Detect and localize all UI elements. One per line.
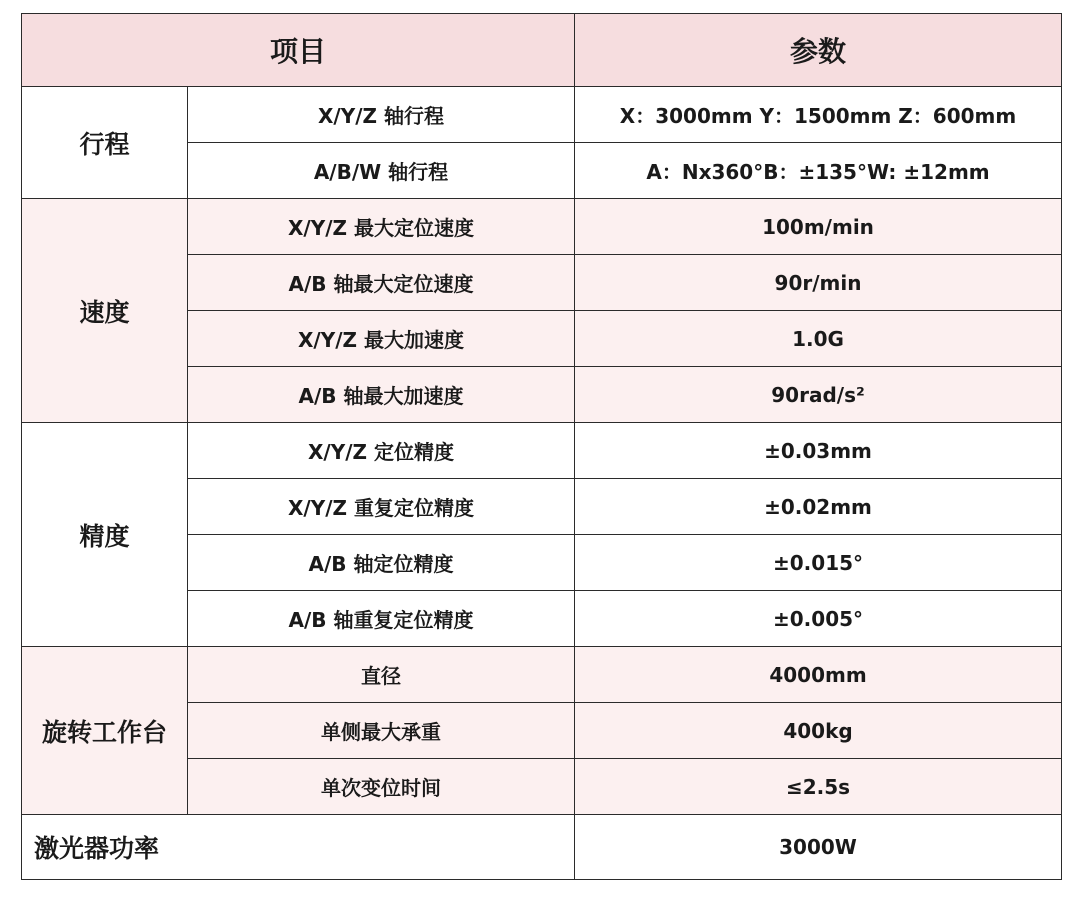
group-label-rotary: 旋转工作台 <box>22 647 188 815</box>
header-row <box>22 14 1062 87</box>
row-value: 90r/min <box>575 255 1062 311</box>
laser-power-label: 激光器功率 <box>22 815 575 880</box>
row-value: 90rad/s² <box>575 367 1062 423</box>
table-row <box>22 87 1062 143</box>
row-value: ±0.03mm <box>575 423 1062 479</box>
row-value: ≤2.5s <box>575 759 1062 815</box>
row-item: X/Y/Z 轴行程 <box>188 87 575 143</box>
row-item: A/B 轴最大加速度 <box>188 367 575 423</box>
row-value: ±0.02mm <box>575 479 1062 535</box>
table-row <box>22 199 1062 255</box>
laser-power-value: 3000W <box>575 815 1062 880</box>
header-param: 参数 <box>575 14 1062 87</box>
group-label-speed: 速度 <box>22 199 188 423</box>
row-item: 单侧最大承重 <box>188 703 575 759</box>
row-item: 单次变位时间 <box>188 759 575 815</box>
row-item: A/B 轴定位精度 <box>188 535 575 591</box>
row-item: A/B 轴重复定位精度 <box>188 591 575 647</box>
row-value: 4000mm <box>575 647 1062 703</box>
table-row <box>22 647 1062 703</box>
row-value: A：Nx360°B：±135°W: ±12mm <box>575 143 1062 199</box>
row-item: A/B/W 轴行程 <box>188 143 575 199</box>
header-item: 项目 <box>22 14 575 87</box>
row-item: X/Y/Z 定位精度 <box>188 423 575 479</box>
row-value: 100m/min <box>575 199 1062 255</box>
row-item: X/Y/Z 最大加速度 <box>188 311 575 367</box>
table-row <box>22 423 1062 479</box>
row-value: X：3000mm Y：1500mm Z：600mm <box>575 87 1062 143</box>
row-item: X/Y/Z 最大定位速度 <box>188 199 575 255</box>
row-value: ±0.005° <box>575 591 1062 647</box>
group-label-precision: 精度 <box>22 423 188 647</box>
row-item: X/Y/Z 重复定位精度 <box>188 479 575 535</box>
row-value: 1.0G <box>575 311 1062 367</box>
table-row <box>22 815 1062 880</box>
row-item: A/B 轴最大定位速度 <box>188 255 575 311</box>
group-label-travel: 行程 <box>22 87 188 199</box>
row-item: 直径 <box>188 647 575 703</box>
spec-table <box>21 13 1062 880</box>
row-value: 400kg <box>575 703 1062 759</box>
row-value: ±0.015° <box>575 535 1062 591</box>
